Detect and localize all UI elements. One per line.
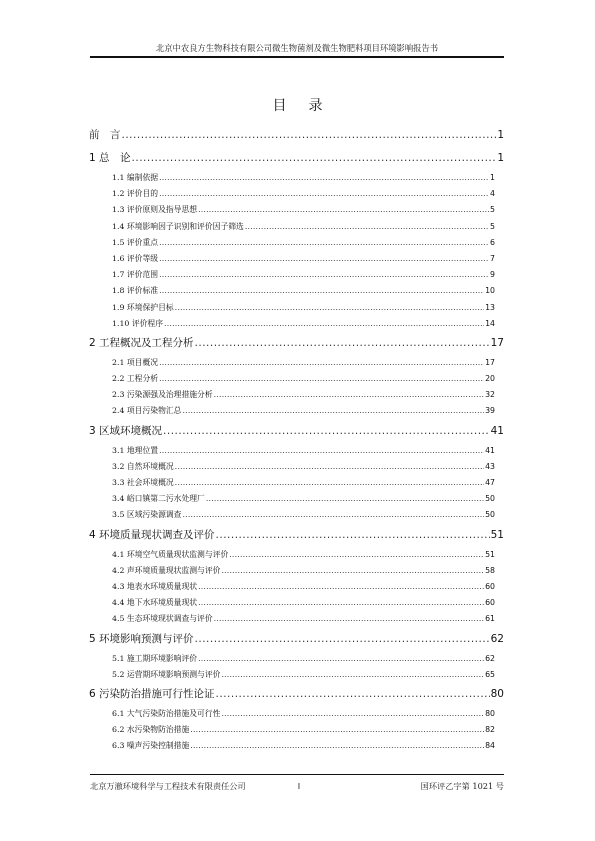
toc-entry-page: 41 bbox=[485, 445, 495, 455]
toc-section-entry[interactable] bbox=[89, 219, 504, 235]
toc-section-entry[interactable] bbox=[89, 251, 504, 267]
toc-section-entry[interactable] bbox=[89, 706, 504, 722]
toc-dot-leader bbox=[182, 403, 484, 419]
toc-entry-label: 6.1 大气污染防治措施及可行性 bbox=[112, 708, 221, 718]
toc-entry-page: 50 bbox=[485, 510, 495, 520]
toc-entry-label: 4.5 生态环境现状调查与评价 bbox=[112, 614, 213, 624]
toc-dot-leader bbox=[229, 547, 484, 563]
toc-entry-label: 3.4 峪口镇第二污水处理厂 bbox=[112, 494, 205, 504]
toc-section-entry[interactable] bbox=[89, 595, 504, 611]
toc-entry-label: 5 环境影响预测与评价 bbox=[89, 632, 194, 645]
toc-entry-page: 51 bbox=[485, 549, 495, 559]
toc-dot-leader bbox=[216, 683, 490, 706]
toc-section-entry[interactable] bbox=[89, 355, 504, 371]
footer-page-number: I bbox=[297, 781, 301, 791]
toc-entry-label: 1.3 评价原则及指导思想 bbox=[112, 205, 198, 215]
toc-dot-leader bbox=[175, 475, 484, 491]
toc-entry-label: 4.3 地表水环境质量现状 bbox=[112, 581, 198, 591]
toc-entry-page: 32 bbox=[485, 390, 495, 400]
toc-section-entry[interactable] bbox=[89, 459, 504, 475]
toc-section-entry[interactable] bbox=[89, 403, 504, 419]
toc-entry-label: 1 总 论 bbox=[89, 152, 131, 164]
toc-dot-leader bbox=[195, 628, 490, 651]
toc-dot-leader bbox=[159, 371, 484, 387]
toc-chapter-entry[interactable] bbox=[89, 524, 504, 547]
toc-entry-page: 39 bbox=[485, 406, 495, 416]
toc-entry-page: 4 bbox=[490, 189, 495, 199]
toc-dot-leader bbox=[159, 443, 484, 459]
toc-entry-label: 3 区域环境概况 bbox=[89, 424, 163, 437]
toc-entry-page: 5 bbox=[490, 221, 495, 231]
toc-entry-label: 3.3 社会环境概况 bbox=[112, 478, 174, 487]
toc-section-entry[interactable] bbox=[89, 611, 504, 627]
toc-section-entry[interactable] bbox=[89, 170, 504, 186]
toc-dot-leader bbox=[198, 651, 484, 667]
toc-section-entry[interactable] bbox=[89, 283, 504, 299]
toc-entry-page: 80 bbox=[490, 687, 504, 700]
toc-dot-leader bbox=[214, 387, 484, 403]
toc-entry-label: 3.5 区域污染源调查 bbox=[112, 510, 182, 520]
toc-entry-label: 1.5 评价重点 bbox=[112, 237, 159, 247]
toc-chapter-entry[interactable] bbox=[89, 628, 504, 651]
toc-section-entry[interactable] bbox=[89, 235, 504, 251]
toc-entry-label: 前 言 bbox=[89, 129, 121, 141]
toc-dot-leader bbox=[245, 219, 489, 235]
toc-entry-label: 1.6 评价等级 bbox=[112, 253, 159, 263]
toc-dot-leader bbox=[221, 667, 484, 683]
toc-entry-page: 14 bbox=[485, 318, 495, 328]
toc-entry-label: 1.10 评价程序 bbox=[112, 318, 164, 328]
toc-entry-page: 50 bbox=[485, 494, 495, 504]
toc-entry-label: 6.2 水污染物防治措施 bbox=[112, 725, 190, 735]
toc-section-entry[interactable] bbox=[89, 371, 504, 387]
toc-entry-label: 3.2 自然环境概况 bbox=[112, 461, 174, 471]
toc-entry-label: 5.2 运营期环境影响预测与评价 bbox=[112, 669, 221, 679]
toc-chapter-entry[interactable] bbox=[89, 147, 504, 170]
toc-dot-leader bbox=[159, 170, 489, 186]
header-rule bbox=[90, 56, 504, 58]
toc-entry-page: 9 bbox=[490, 270, 495, 280]
toc-entry-page: 82 bbox=[485, 725, 495, 735]
toc-section-entry[interactable] bbox=[89, 507, 504, 523]
toc-entry-page: 62 bbox=[485, 653, 495, 663]
toc-section-entry[interactable] bbox=[89, 186, 504, 202]
toc-entry-page: 20 bbox=[485, 374, 495, 384]
toc-section-entry[interactable] bbox=[89, 579, 504, 595]
toc-chapter-entry[interactable] bbox=[89, 332, 504, 355]
toc-dot-leader bbox=[175, 459, 484, 475]
toc-entry-page: 47 bbox=[485, 478, 495, 487]
toc-dot-leader bbox=[214, 611, 484, 627]
toc-entry-label: 6.3 噪声污染控制措施 bbox=[112, 741, 190, 751]
toc-section-entry[interactable] bbox=[89, 738, 504, 754]
toc-dot-leader bbox=[159, 251, 489, 267]
toc-dot-leader bbox=[159, 283, 484, 299]
toc-entry-page: 65 bbox=[485, 669, 495, 679]
toc-entry-page: 58 bbox=[485, 565, 495, 575]
toc-entry-label: 2.4 项目污染物汇总 bbox=[112, 406, 182, 416]
toc-section-entry[interactable] bbox=[89, 475, 504, 491]
toc-section-entry[interactable] bbox=[89, 563, 504, 579]
toc-dot-leader bbox=[122, 124, 497, 147]
toc-dot-leader bbox=[190, 722, 484, 738]
toc-dot-leader bbox=[198, 595, 484, 611]
toc-dot-leader bbox=[159, 355, 484, 371]
toc-title: 目录 bbox=[272, 98, 345, 114]
toc-entry-label: 1.8 评价标准 bbox=[112, 286, 159, 296]
toc-entry-label: 2.3 污染源强及治理措施分析 bbox=[112, 390, 213, 400]
footer-company: 北京万澈环境科学与工程技术有限责任公司 bbox=[90, 781, 246, 791]
toc-section-entry[interactable] bbox=[89, 547, 504, 563]
toc-entry-label: 1.1 编制依据 bbox=[112, 173, 159, 182]
table-of-contents bbox=[89, 124, 504, 754]
toc-dot-leader bbox=[163, 420, 490, 443]
toc-dot-leader bbox=[182, 507, 484, 523]
toc-entry-page: 1 bbox=[497, 129, 504, 141]
toc-entry-label: 2 工程概况及工程分析 bbox=[89, 336, 194, 349]
toc-entry-page: 51 bbox=[490, 528, 504, 541]
toc-dot-leader bbox=[198, 579, 484, 595]
toc-dot-leader bbox=[206, 491, 484, 507]
toc-entry-label: 2.2 工程分析 bbox=[112, 374, 159, 384]
toc-dot-leader bbox=[216, 524, 490, 547]
toc-dot-leader bbox=[221, 563, 484, 579]
toc-dot-leader bbox=[159, 235, 489, 251]
footer-license: 国环评乙字第 1021 号 bbox=[420, 781, 504, 791]
toc-section-entry[interactable] bbox=[89, 387, 504, 403]
toc-entry-label: 6 污染防治措施可行性论证 bbox=[89, 687, 215, 700]
toc-entry-page: 7 bbox=[490, 253, 495, 263]
toc-entry-page: 61 bbox=[485, 614, 495, 624]
toc-entry-label: 2.1 项目概况 bbox=[112, 357, 159, 367]
toc-section-entry[interactable] bbox=[89, 491, 504, 507]
toc-entry-label: 3.1 地理位置 bbox=[112, 445, 159, 455]
toc-entry-page: 80 bbox=[485, 708, 495, 718]
toc-section-entry[interactable] bbox=[89, 267, 504, 283]
running-header: 北京中农良方生物科技有限公司微生物菌剂及微生物肥料项目环境影响报告书 bbox=[155, 43, 439, 53]
toc-entry-page: 60 bbox=[485, 581, 495, 591]
toc-entry-page: 84 bbox=[485, 741, 495, 751]
toc-dot-leader bbox=[175, 300, 484, 316]
toc-entry-label: 5.1 施工期环境影响评价 bbox=[112, 653, 198, 663]
toc-entry-page: 13 bbox=[485, 302, 495, 312]
toc-entry-page: 10 bbox=[485, 286, 495, 296]
toc-dot-leader bbox=[221, 706, 484, 722]
toc-section-entry[interactable] bbox=[89, 667, 504, 683]
toc-dot-leader bbox=[164, 316, 484, 332]
toc-entry-label: 1.9 环境保护目标 bbox=[112, 302, 174, 312]
footer-rule bbox=[90, 774, 504, 775]
toc-dot-leader bbox=[198, 202, 489, 218]
toc-entry-page: 17 bbox=[485, 357, 495, 367]
toc-entry-page: 5 bbox=[490, 205, 495, 215]
toc-entry-page: 17 bbox=[490, 336, 504, 349]
toc-entry-label: 4.2 声环境质量现状监测与评价 bbox=[112, 565, 221, 575]
toc-entry-label: 1.7 评价范围 bbox=[112, 270, 159, 280]
toc-entry-page: 62 bbox=[490, 632, 504, 645]
toc-section-entry[interactable] bbox=[89, 651, 504, 667]
toc-dot-leader bbox=[159, 267, 489, 283]
toc-chapter-entry[interactable] bbox=[89, 420, 504, 443]
toc-chapter-entry[interactable] bbox=[89, 124, 504, 147]
toc-dot-leader bbox=[159, 186, 489, 202]
toc-section-entry[interactable] bbox=[89, 443, 504, 459]
toc-entry-page: 43 bbox=[485, 461, 495, 471]
toc-entry-label: 4 环境质量现状调查及评价 bbox=[89, 528, 215, 541]
toc-entry-page: 6 bbox=[490, 237, 495, 247]
toc-dot-leader bbox=[190, 738, 484, 754]
toc-entry-label: 4.4 地下水环境质量现状 bbox=[112, 598, 198, 608]
toc-entry-page: 60 bbox=[485, 598, 495, 608]
toc-dot-leader bbox=[132, 147, 497, 170]
toc-entry-label: 1.2 评价目的 bbox=[112, 189, 159, 199]
toc-entry-label: 4.1 环境空气质量现状监测与评价 bbox=[112, 549, 229, 559]
toc-dot-leader bbox=[195, 332, 490, 355]
toc-entry-label: 1.4 环境影响因子识别和评价因子筛选 bbox=[112, 221, 244, 231]
toc-section-entry[interactable] bbox=[89, 300, 504, 316]
toc-entry-page: 1 bbox=[497, 152, 504, 164]
toc-entry-page: 1 bbox=[490, 173, 495, 182]
toc-section-entry[interactable] bbox=[89, 316, 504, 332]
toc-entry-page: 41 bbox=[490, 424, 504, 437]
toc-section-entry[interactable] bbox=[89, 722, 504, 738]
toc-section-entry[interactable] bbox=[89, 202, 504, 218]
toc-chapter-entry[interactable] bbox=[89, 683, 504, 706]
